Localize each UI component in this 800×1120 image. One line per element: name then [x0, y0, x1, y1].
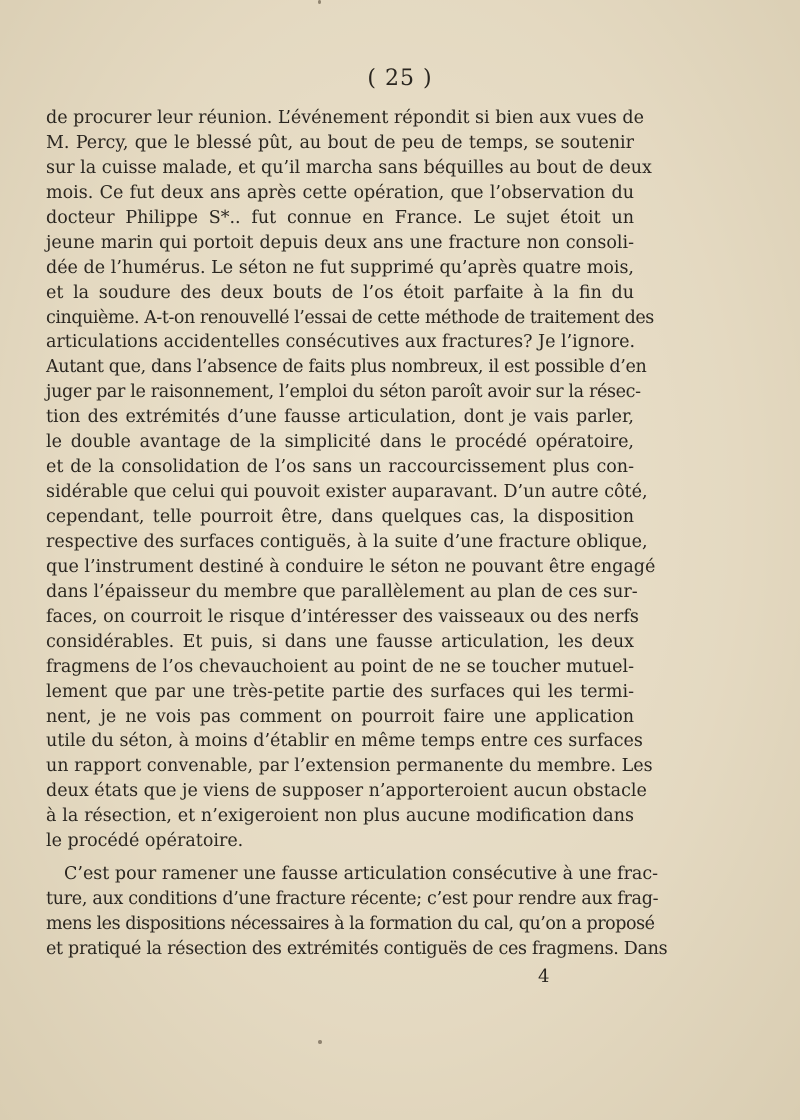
- text-line: considérables. Et puis, si dans une fausse articulation, les deux: [46, 631, 634, 652]
- page-number: ( 25 ): [367, 66, 433, 91]
- text-line: M. Percy, que le blessé pût, au bout de peu de temps, se soutenir: [46, 132, 634, 153]
- text-line: lement que par une très-petite partie des surfaces qui les termi-: [46, 681, 634, 702]
- text-line: cinquième. A-t-on renouvellé l’essai de cette méthode de traitement des: [46, 307, 654, 328]
- text-line: ture, aux conditions d’une fracture récente; c’est pour rendre aux frag-: [46, 889, 659, 910]
- text-line: respective des surfaces contiguës, à la suite d’une fracture oblique,: [46, 531, 648, 552]
- text-line: jeune marin qui portoit depuis deux ans une fracture non consoli-: [46, 232, 634, 253]
- text-line: fragmens de l’os chevauchoient au point de ne se toucher mutuel-: [46, 656, 634, 677]
- ink-spot: [318, 1040, 322, 1044]
- text-line: mois. Ce fut deux ans après cette opération, que l’observation du: [46, 182, 634, 203]
- text-line: deux états que je viens de supposer n’apporteroient aucun obstacle: [46, 781, 647, 802]
- text-line: tion des extrémités d’une fausse articulation, dont je vais parler,: [46, 407, 634, 428]
- text-line: et pratiqué la résection des extrémités contiguës de ces fragmens. Dans: [46, 938, 668, 959]
- text-line: faces, on courroit le risque d’intéresser des vaisseaux ou des nerfs: [46, 606, 639, 627]
- text-line: cependant, telle pourroit être, dans quelques cas, la disposition: [46, 507, 634, 527]
- text-line: le procédé opératoire.: [46, 831, 244, 852]
- text-line: juger par le raisonnement, l’emploi du séton paroît avoir sur la résec-: [46, 382, 641, 403]
- text-line: utile du séton, à moins d’établir en même temps entre ces surfaces: [46, 731, 643, 752]
- text-line: articulations accidentelles consécutives aux fractures? Je l’ignore.: [46, 332, 636, 353]
- text-line: que l’instrument destiné à conduire le séton ne pouvant être engagé: [46, 556, 656, 577]
- text-line: nent, je ne vois pas comment on pourroit faire une application: [46, 706, 634, 727]
- ink-spot: [318, 0, 321, 4]
- text-line: dans l’épaisseur du membre que parallèlement au plan de ces sur-: [46, 581, 638, 602]
- text-line: dée de l’humérus. Le séton ne fut supprimé qu’après quatre mois,: [46, 257, 634, 278]
- text-line: Autant que, dans l’absence de faits plus nombreux, il est possible d’en: [46, 357, 647, 378]
- body-text: [46, 106, 668, 962]
- text-line: sidérable que celui qui pouvoit exister auparavant. D’un autre côté,: [46, 482, 648, 503]
- text-line: un rapport convenable, par l’extension permanente du membre. Les: [46, 756, 653, 777]
- text-line: et de la consolidation de l’os sans un raccourcissement plus con-: [46, 457, 634, 478]
- text-line: docteur Philippe S*.. fut connue en France. Le sujet étoit un: [46, 207, 634, 228]
- text-line: le double avantage de la simplicité dans le procédé opératoire,: [46, 432, 634, 453]
- text-line: sur la cuisse malade, et qu’il marcha sans béquilles au bout de deux: [46, 157, 652, 178]
- text-line: mens les dispositions nécessaires à la formation du cal, qu’on a proposé: [46, 914, 655, 934]
- text-line: et la soudure des deux bouts de l’os étoit parfaite à la fin du: [46, 282, 634, 303]
- signature-mark: 4: [538, 966, 550, 987]
- text-line: de procurer leur réunion. L’événement répondit si bien aux vues de: [46, 108, 644, 128]
- text-line: à la résection, et n’exigeroient non plus aucune modification dans: [46, 806, 634, 827]
- paragraph-start-line: C’est pour ramener une fausse articulation consécutive à une frac-: [64, 864, 659, 885]
